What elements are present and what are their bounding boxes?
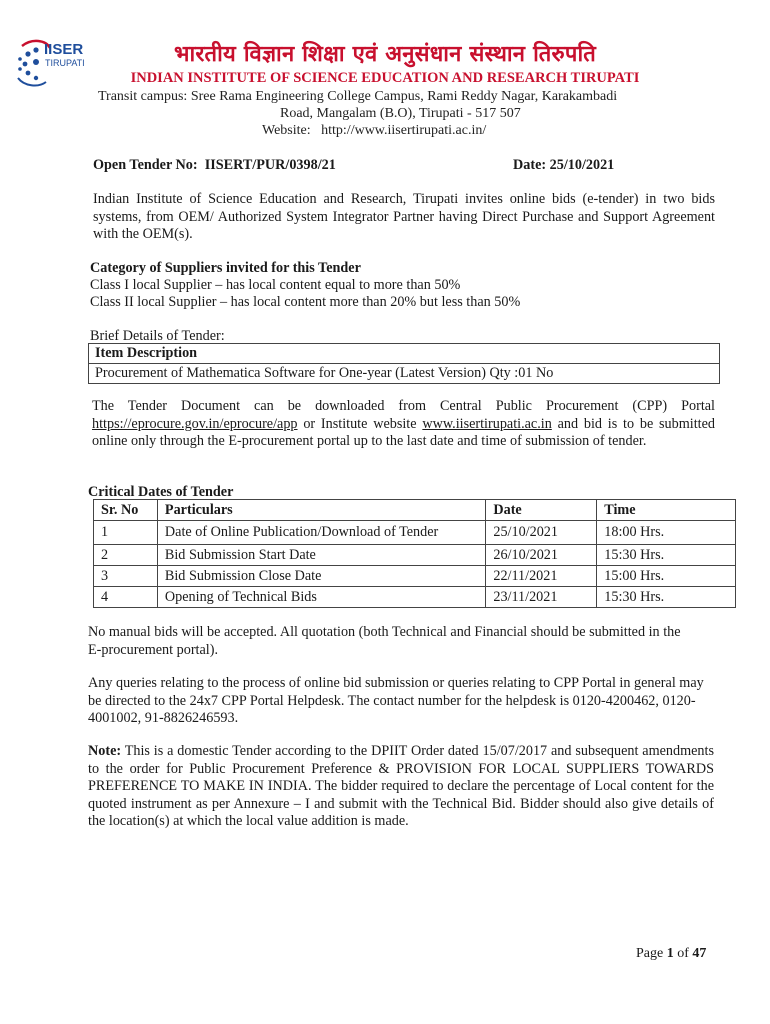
tender-number-value: IISERT/PUR/0398/21 — [204, 157, 336, 173]
col-header-sr-no: Sr. No — [94, 500, 158, 521]
tender-number — [93, 157, 336, 175]
tender-date-label: Date: — [513, 157, 547, 173]
cell-particulars: Bid Submission Start Date — [157, 545, 485, 566]
tender-number-label: Open Tender No: — [93, 157, 198, 173]
item-description-table — [88, 343, 720, 384]
category-heading: Category of Suppliers invited for this Tender — [90, 260, 361, 276]
col-header-date: Date — [486, 500, 597, 521]
category-item-2: Class II local Supplier – has local content more than 20% but less than 50% — [90, 294, 521, 310]
queries-paragraph: Any queries relating to the process of online bid submission or queries relating to CPP Portal in general may be directed to the 24x7 CPP Portal Helpdesk. The contact number for the helpdesk is 0120-4200462, 0120-4001002, 91-8826246593. — [88, 675, 704, 726]
english-title: INDIAN INSTITUTE OF SCIENCE EDUCATION AND RESEARCH TIRUPATI — [130, 70, 640, 86]
tender-date-value: 25/10/2021 — [549, 157, 615, 173]
tender-date — [513, 157, 614, 175]
brief-details-label: Brief Details of Tender: — [90, 328, 225, 344]
table-row — [94, 521, 736, 545]
website-label: Website: — [262, 123, 311, 138]
cell-particulars: Opening of Technical Bids — [157, 587, 485, 608]
note-label: Note: — [88, 743, 122, 759]
col-header-time: Time — [597, 500, 736, 521]
cell-sr-no: 3 — [94, 566, 158, 587]
cell-date: 26/10/2021 — [486, 545, 597, 566]
table-row — [89, 344, 720, 364]
intro-paragraph: Indian Institute of Science Education and Research, Tirupati invites online bids (e-tender) in two bids systems, from OEM/ Authorized System Integrator Partner having Direct Purchase and Support Agreement with the OEM(s). — [93, 191, 715, 242]
cell-time: 15:30 Hrs. — [597, 587, 736, 608]
item-description-header: Item Description — [89, 344, 720, 364]
website-url[interactable]: http://www.iisertirupati.ac.in/ — [321, 123, 487, 138]
logo-subtext: TIRUPATI — [45, 58, 85, 68]
cpp-portal-link[interactable]: https://eprocure.gov.in/eprocure/app — [92, 415, 298, 432]
download-text-3: and bid is to be submitted online only through the E-procurement portal up to the last date and time of submission of tender. — [92, 415, 715, 449]
critical-dates-table — [93, 499, 736, 608]
table-row — [89, 364, 720, 384]
cell-time: 15:30 Hrs. — [597, 545, 736, 566]
cell-date: 23/11/2021 — [486, 587, 597, 608]
category-item-1: Class I local Supplier – has local content equal to more than 50% — [90, 277, 461, 293]
website-line — [262, 123, 486, 139]
logo-text: IISER — [44, 41, 84, 58]
page-label: Page — [636, 946, 664, 961]
cell-sr-no: 2 — [94, 545, 158, 566]
cell-particulars: Date of Online Publication/Download of Tender — [157, 521, 485, 545]
page-number — [636, 946, 706, 962]
cell-date: 25/10/2021 — [486, 521, 597, 545]
download-text-2: or Institute website — [297, 415, 423, 432]
download-paragraph — [92, 398, 715, 451]
table-row — [94, 566, 736, 587]
download-text-1: The Tender Document can be downloaded from Central Public Procurement (CPP) Portal — [92, 398, 715, 414]
cell-sr-no: 1 — [94, 521, 158, 545]
page-current: 1 — [666, 946, 674, 961]
page-total: 47 — [692, 946, 707, 961]
table-row — [94, 545, 736, 566]
cell-sr-no: 4 — [94, 587, 158, 608]
institute-website-link[interactable]: www.iisertirupati.ac.in — [422, 415, 552, 432]
hindi-title: भारतीय विज्ञान शिक्षा एवं अनुसंधान संस्थान तिरुपति — [174, 42, 596, 67]
note-paragraph — [88, 743, 714, 831]
critical-dates-heading: Critical Dates of Tender — [88, 484, 234, 500]
cell-time: 15:00 Hrs. — [597, 566, 736, 587]
table-header-row — [94, 500, 736, 521]
no-manual-bids-paragraph: No manual bids will be accepted. All quotation (both Technical and Financial should be submitted in the E-procurement portal). — [88, 624, 681, 658]
cell-date: 22/11/2021 — [486, 566, 597, 587]
item-description-value: Procurement of Mathematica Software for One-year (Latest Version) Qty :01 No — [89, 364, 720, 384]
address-line-2: Road, Mangalam (B.O), Tirupati - 517 507 — [280, 106, 521, 121]
cell-particulars: Bid Submission Close Date — [157, 566, 485, 587]
address-line-1: Transit campus: Sree Rama Engineering College Campus, Rami Reddy Nagar, Karakambadi — [98, 89, 618, 104]
cell-time: 18:00 Hrs. — [597, 521, 736, 545]
col-header-particulars: Particulars — [157, 500, 485, 521]
note-text: This is a domestic Tender according to the DPIIT Order dated 15/07/2017 and subsequent amendments to the order for Public Procurement Preference & PROVISION FOR LOCAL SUPPLIERS TOWARDS PREFERENCE TO MAKE IN INDIA. The bidder required to declare the percentage of Local content for the quoted instrument as per Annexure – I and submit with the Technical Bid. Bidder should also give details of the location(s) at which the local value addition is made. — [88, 743, 714, 829]
table-row — [94, 587, 736, 608]
page-of: of — [677, 946, 689, 961]
